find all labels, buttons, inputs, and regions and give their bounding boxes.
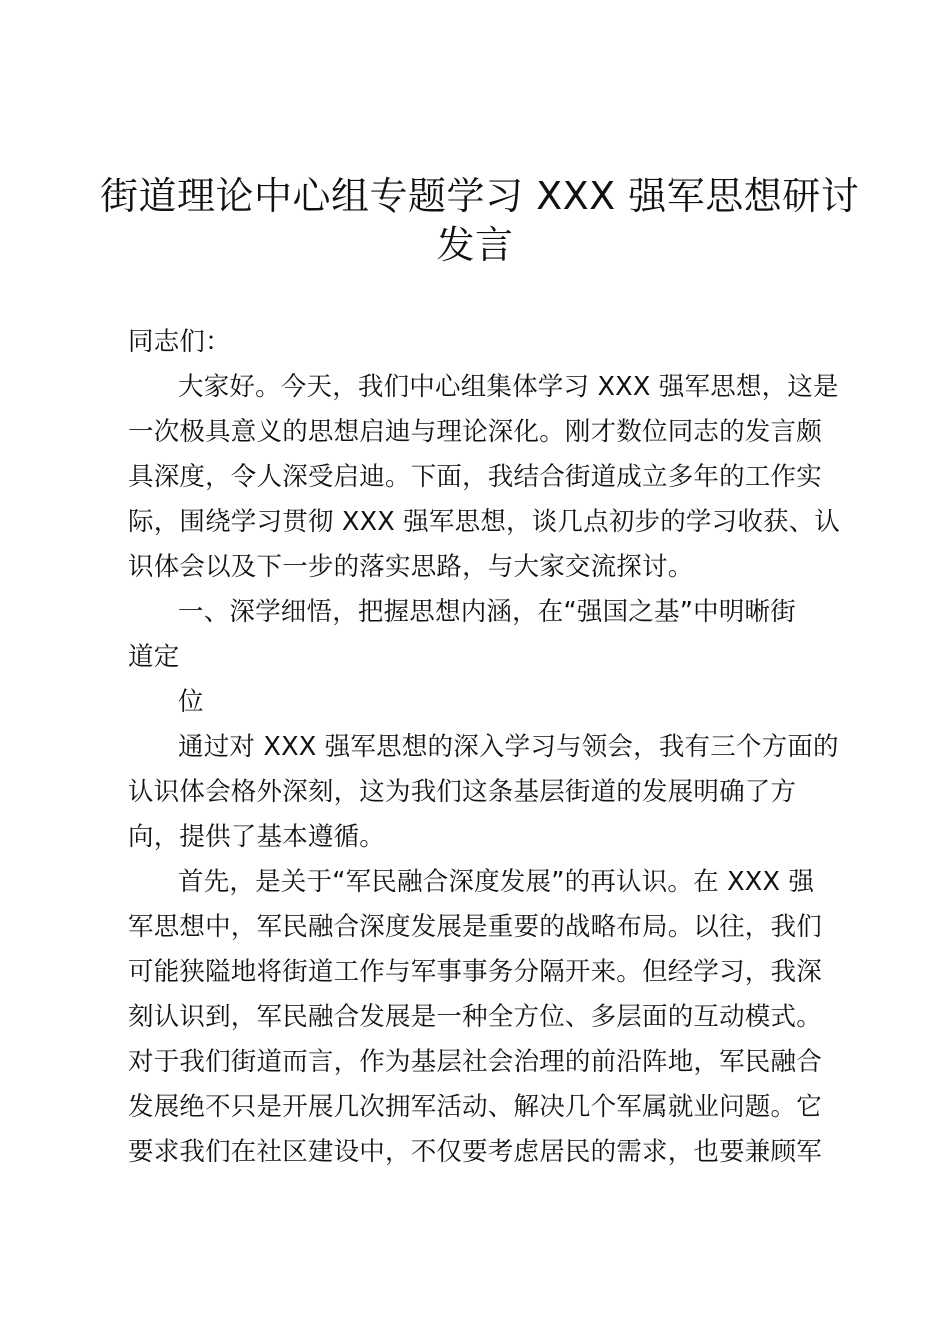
paragraph-line: 要求我们在社区建设中，不仅要考虑居民的需求，也要兼顾军 bbox=[128, 1137, 822, 1167]
paragraph-line: 一次极具意义的思想启迪与理论深化。刚才数位同志的发言颇 bbox=[128, 417, 822, 447]
paragraph-line: 刻认识到，军民融合发展是一种全方位、多层面的互动模式。 bbox=[128, 1002, 822, 1032]
paragraph-line: 大家好。今天，我们中心组集体学习 XXX 强军思想，这是 bbox=[178, 372, 839, 402]
paragraph-line: 可能狭隘地将街道工作与军事事务分隔开来。但经学习，我深 bbox=[128, 957, 822, 987]
paragraph-line: 发展绝不只是开展几次拥军活动、解决几个军属就业问题。它 bbox=[128, 1092, 822, 1122]
section-heading-line: 位 bbox=[178, 687, 204, 717]
paragraph-line: 具深度，令人深受启迪。下面，我结合街道成立多年的工作实 bbox=[128, 462, 822, 492]
paragraph-line: 首先，是关于“军民融合深度发展”的再认识。在 XXX 强 bbox=[178, 867, 815, 897]
section-heading-line: 一、深学细悟，把握思想内涵，在“强国之基”中明晰街 bbox=[178, 597, 796, 627]
document-title-line-1: 街道理论中心组专题学习 XXX 强军思想研讨 bbox=[100, 174, 860, 218]
section-heading-line: 道定 bbox=[128, 642, 180, 672]
paragraph-line: 通过对 XXX 强军思想的深入学习与领会，我有三个方面的 bbox=[178, 732, 839, 762]
paragraph-line: 军思想中，军民融合深度发展是重要的战略布局。以往，我们 bbox=[128, 912, 822, 942]
salutation: 同志们： bbox=[128, 327, 231, 357]
paragraph-line: 对于我们街道而言，作为基层社会治理的前沿阵地，军民融合 bbox=[128, 1047, 822, 1077]
paragraph-line: 向，提供了基本遵循。 bbox=[128, 822, 386, 852]
paragraph-line: 际，围绕学习贯彻 XXX 强军思想，谈几点初步的学习收获、认 bbox=[128, 507, 841, 537]
paragraph-line: 认识体会格外深刻，这为我们这条基层街道的发展明确了方 bbox=[128, 777, 797, 807]
paragraph-line: 识体会以及下一步的落实思路，与大家交流探讨。 bbox=[128, 552, 694, 582]
document-title-line-2: 发言 bbox=[436, 223, 514, 267]
